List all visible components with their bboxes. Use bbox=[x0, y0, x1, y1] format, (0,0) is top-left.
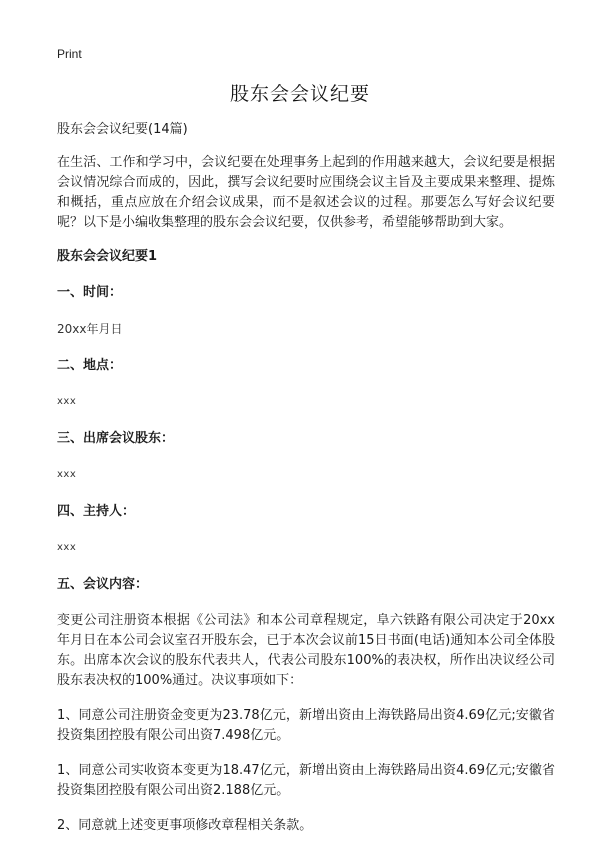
content-paragraph: 变更公司注册资本根据《公司法》和本公司章程规定，阜六铁路有限公司决定于20xx年月日在本公司会议室召开股东会，已于本次会议前15日书面(电话)通知本公司全体股东。出席本次会议的股东代表共人，代表公司股东100%的表决权，所作出决议经公司股东表决权的100%通过。决议事项如下： bbox=[57, 613, 555, 688]
time-value: 20xx年月日 bbox=[57, 322, 123, 336]
content-paragraph: 1、同意公司注册资金变更为23.78亿元，新增出资由上海铁路局出资4.69亿元;安徽省投资集团控股有限公司出资7.498亿元。 bbox=[57, 708, 555, 743]
host-label: 四、主持人： bbox=[57, 504, 136, 519]
content-label: 五、会议内容： bbox=[57, 577, 149, 592]
attendees-label: 三、出席会议股东： bbox=[57, 431, 175, 446]
time-label: 一、时间： bbox=[57, 285, 123, 300]
intro-paragraph: 在生活、工作和学习中，会议纪要在处理事务上起到的作用越来越大，会议纪要是根据会议情况综合而成的，因此，撰写会议纪要时应围绕会议主旨及主要成果来整理、提炼和概括，重点应放在介绍会议成果，而不是叙述会议的过程。那要怎么写好会议纪要呢？以下是小编收集整理的股东会会议纪要，仅供参考，希望能够帮助到大家。 bbox=[57, 155, 555, 230]
content-paragraph: 1、同意公司实收资本变更为18.47亿元，新增出资由上海铁路局出资4.69亿元;安徽省投资集团控股有限公司出资2.188亿元。 bbox=[57, 763, 555, 798]
section-title: 股东会会议纪要1 bbox=[57, 249, 158, 264]
document-title: 股东会会议纪要 bbox=[229, 83, 370, 105]
document-subtitle: 股东会会议纪要(14篇) bbox=[57, 122, 188, 137]
attendees-value: xxx bbox=[57, 469, 77, 480]
content-paragraph: 2、同意就上述变更事项修改章程相关条款。 bbox=[57, 818, 313, 833]
document-body bbox=[57, 120, 555, 851]
print-link[interactable]: Print bbox=[57, 47, 82, 61]
place-value: xxx bbox=[57, 396, 77, 407]
host-value: xxx bbox=[57, 542, 77, 553]
place-label: 二、地点： bbox=[57, 358, 123, 373]
